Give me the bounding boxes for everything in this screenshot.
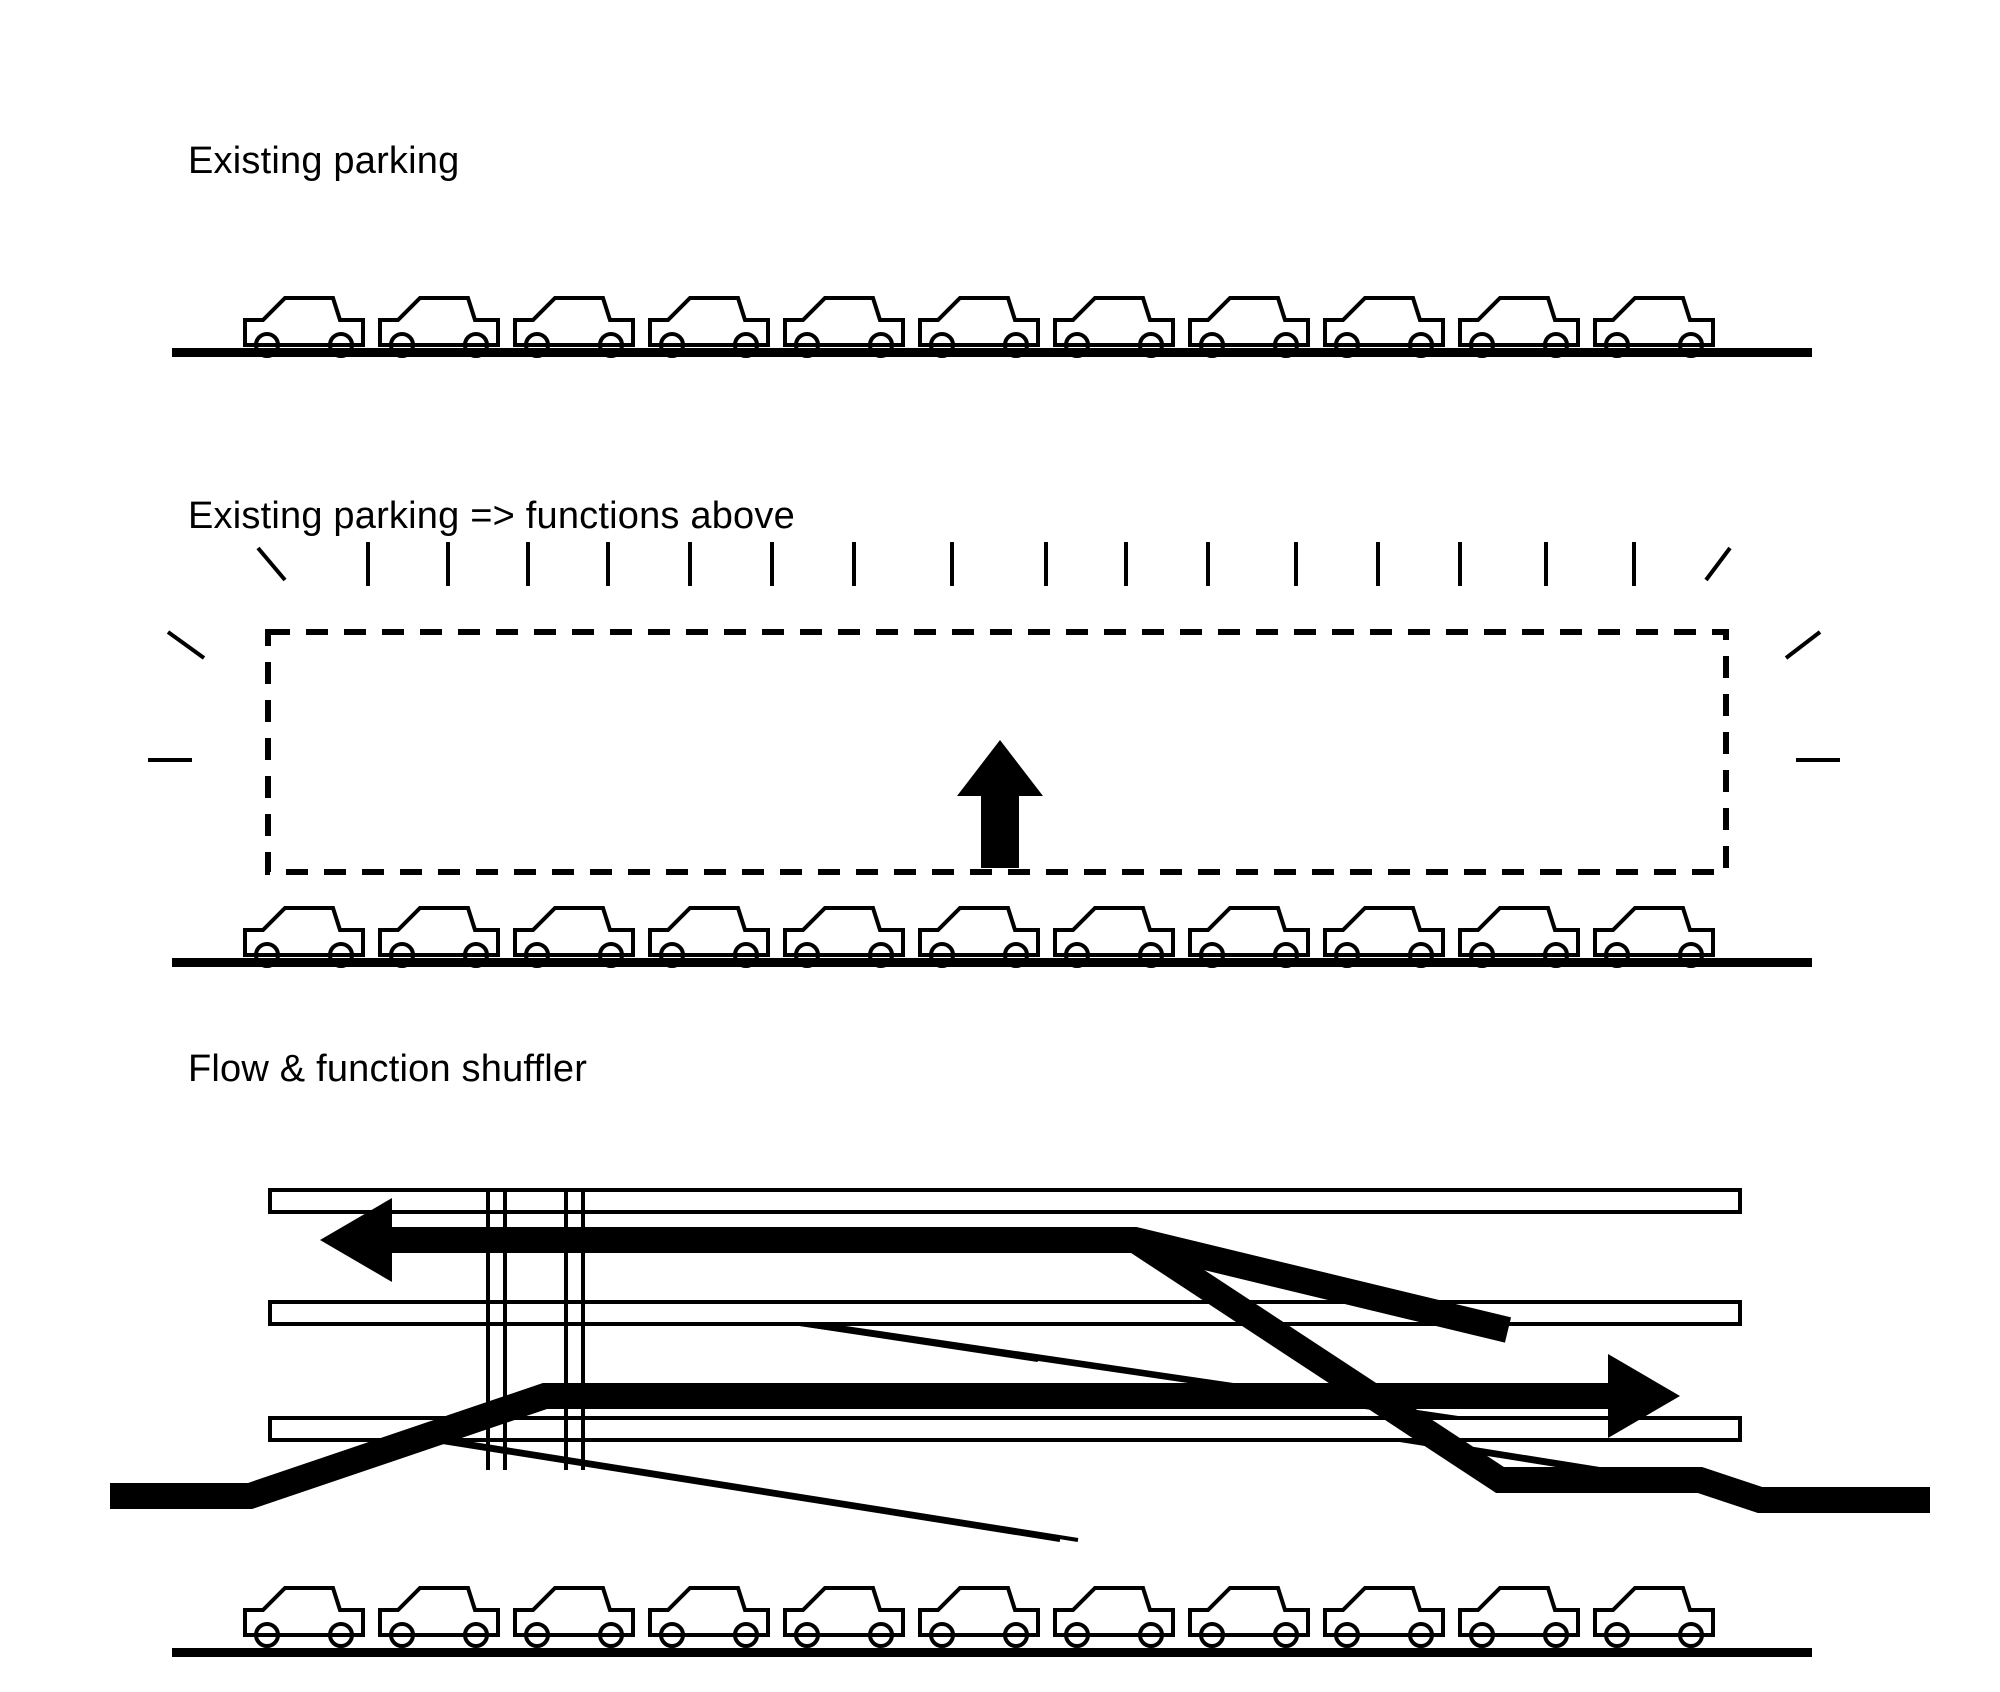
functions-above-cars <box>0 420 2000 1000</box>
car-icon <box>785 908 903 966</box>
car-icon <box>1460 1588 1578 1646</box>
upper-deck-flow-left <box>380 1240 1508 1330</box>
panel-existing-parking <box>0 0 2000 420</box>
car-icon <box>650 1588 768 1646</box>
middle-deck-slab <box>270 1302 1740 1324</box>
existing-parking-graphic <box>0 0 2000 420</box>
car-icon <box>1055 1588 1173 1646</box>
car-icon <box>245 908 363 966</box>
car-icon <box>1595 908 1713 966</box>
car-icon <box>650 298 768 356</box>
panel-title-functions-above: Existing parking => functions above <box>188 495 795 537</box>
car-icon <box>380 1588 498 1646</box>
car-icon <box>1325 908 1443 966</box>
car-icon <box>380 908 498 966</box>
car-icon <box>1190 298 1308 356</box>
ground-line <box>172 348 1812 357</box>
car-icon <box>920 298 1038 356</box>
car-icon <box>920 1588 1038 1646</box>
panel-title-flow-function-shuffler: Flow & function shuffler <box>188 1048 588 1090</box>
panel-title-existing-parking: Existing parking <box>188 140 460 182</box>
flow-function-shuffler-graphic <box>0 1000 2000 1692</box>
car-icon <box>785 1588 903 1646</box>
car-icon <box>1460 908 1578 966</box>
car-icon <box>920 908 1038 966</box>
car-icon <box>1595 298 1713 356</box>
panel-flow-function-shuffler <box>0 1000 2000 1692</box>
ground-line <box>172 958 1812 967</box>
car-row <box>245 298 1713 356</box>
car-icon <box>785 298 903 356</box>
car-icon <box>650 908 768 966</box>
car-icon <box>1190 908 1308 966</box>
car-icon <box>1190 1588 1308 1646</box>
car-icon <box>1460 298 1578 356</box>
car-icon <box>1595 1588 1713 1646</box>
car-icon <box>1325 298 1443 356</box>
car-icon <box>1325 1588 1443 1646</box>
upper-deck-slab <box>270 1190 1740 1212</box>
car-icon <box>1055 298 1173 356</box>
car-icon <box>380 298 498 356</box>
car-row <box>245 1588 1713 1646</box>
car-icon <box>245 1588 363 1646</box>
panel-functions-above <box>0 420 2000 1000</box>
car-icon <box>515 298 633 356</box>
car-icon <box>245 298 363 356</box>
car-icon <box>515 1588 633 1646</box>
car-icon <box>1055 908 1173 966</box>
ground-line <box>172 1648 1812 1657</box>
car-icon <box>515 908 633 966</box>
lower-deck-flow-right-arrowhead <box>1608 1354 1680 1438</box>
internal-ramps <box>430 1324 1718 1540</box>
